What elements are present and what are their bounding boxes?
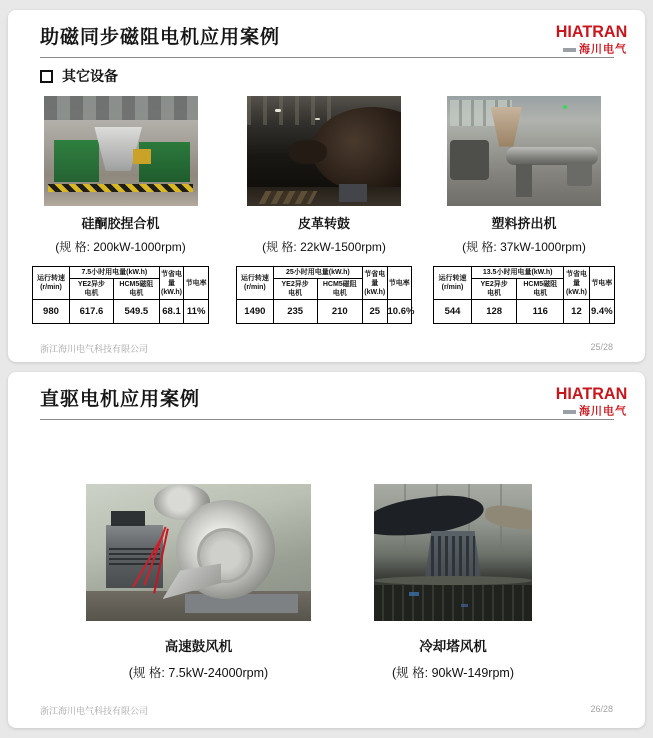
footer-company: 浙江海川电气科技有限公司 — [40, 706, 149, 716]
art-layer — [54, 140, 99, 182]
case-name: 皮革转鼓 — [297, 216, 350, 231]
photo-leather-drum-workshop — [247, 96, 401, 206]
art-layer — [259, 191, 318, 204]
square-bullet-icon — [40, 70, 53, 83]
hdr-line: YE2异步 — [77, 281, 106, 289]
col-header-rate: 节电率 — [387, 267, 412, 300]
hdr-line: 电机 — [84, 290, 99, 298]
art-layer — [275, 109, 281, 112]
photo-high-speed-blower — [86, 484, 311, 621]
hdr-line: HCM5磁阻 — [322, 281, 357, 289]
energy-stats-table — [32, 266, 209, 324]
art-layer — [247, 96, 332, 125]
case-spec: (规 格: 90kW-149rpm) — [391, 666, 514, 680]
value-hcm5: 210 — [317, 300, 363, 324]
col-header-speed — [237, 267, 274, 300]
art-layer — [44, 96, 198, 120]
col-header-rate: 节电率 — [589, 267, 614, 300]
value-hcm5: 549.5 — [113, 300, 159, 324]
brand-cn-row — [552, 404, 627, 420]
value-rate: 11% — [184, 300, 209, 324]
hdr-line: 运行转速 — [36, 275, 65, 283]
energy-stats-table — [433, 266, 615, 324]
brand-name-cn: 海川电气 — [579, 43, 627, 56]
hdr-line: YE2异步 — [281, 281, 309, 289]
value-rate: 10.6% — [387, 300, 412, 324]
hdr-line: (r/min) — [243, 284, 266, 292]
case-spec: (规 格: 200kW-1000rpm) — [55, 240, 186, 254]
art-layer — [289, 140, 328, 164]
art-layer — [44, 192, 198, 206]
art-layer — [374, 576, 532, 586]
section-label: 其它设备 — [62, 68, 118, 84]
hdr-line: YE2异步 — [480, 281, 508, 289]
case-column-plastic-extruder — [433, 96, 615, 324]
art-layer — [111, 511, 145, 526]
value-ye2: 617.6 — [69, 300, 113, 324]
photo-plastic-extruder-machine — [447, 96, 601, 206]
energy-stats-table — [236, 266, 415, 324]
value-speed: 980 — [33, 300, 70, 324]
brand-logo — [552, 23, 627, 58]
brand-wordmark: HIATRAN — [555, 384, 627, 403]
hdr-line: (kW.h) — [364, 288, 386, 296]
value-speed: 1490 — [237, 300, 274, 324]
slide-2 — [8, 372, 645, 728]
col-header-ye2 — [472, 279, 517, 300]
photo-silicone-kneader-machine — [44, 96, 198, 206]
col-header-ye2 — [69, 279, 113, 300]
footer-company: 浙江海川电气科技有限公司 — [40, 344, 149, 354]
slide1-footer — [40, 342, 613, 355]
col-header-hours: 13.5小时用电量(kW.h) — [472, 267, 564, 279]
case-name: 冷却塔风机 — [419, 639, 487, 654]
hdr-line: 节省电量 — [364, 270, 386, 287]
case-spec: (规 格: 22kW-1500rpm) — [262, 240, 386, 254]
value-saving: 68.1 — [159, 300, 184, 324]
col-header-saving — [159, 267, 184, 300]
page-number: 26/28 — [590, 704, 613, 714]
col-header-hours: 7.5小时用电量(kW.h) — [69, 267, 159, 279]
value-saving: 12 — [564, 300, 589, 324]
art-layer — [185, 594, 298, 613]
art-layer — [461, 604, 468, 607]
case-caption-blower — [66, 628, 331, 681]
hdr-line: 节省电量 — [161, 270, 183, 287]
case-caption-cooling-fan — [354, 628, 552, 681]
case-name: 塑料挤出机 — [491, 216, 557, 231]
col-header-speed — [434, 267, 472, 300]
title-divider — [40, 57, 614, 58]
case-spec: (规 格: 37kW-1000rpm) — [462, 240, 586, 254]
art-layer — [339, 184, 367, 202]
value-ye2: 235 — [273, 300, 317, 324]
brand-wordmark: HIATRAN — [555, 22, 627, 41]
slide2-footer — [40, 704, 613, 717]
art-layer — [516, 164, 531, 197]
slide1-title: 助磁同步磁阻电机应用案例 — [40, 27, 281, 48]
col-header-ye2 — [273, 279, 317, 300]
title-divider — [40, 419, 614, 420]
hdr-line: (r/min) — [441, 284, 464, 292]
logo-accent-bar — [563, 410, 576, 414]
art-layer — [315, 118, 320, 120]
hdr-line: 电机 — [129, 290, 144, 298]
col-header-hcm5 — [113, 279, 159, 300]
brand-logo — [552, 385, 627, 420]
art-layer — [567, 162, 592, 186]
hdr-line: 电机 — [332, 290, 347, 298]
page-number: 25/28 — [590, 342, 613, 352]
hdr-line: 电机 — [533, 290, 548, 298]
logo-accent-bar — [563, 48, 576, 52]
col-header-hcm5 — [317, 279, 363, 300]
photo-cooling-tower-fan — [374, 484, 532, 621]
art-layer — [489, 107, 524, 147]
hdr-line: 电机 — [487, 290, 502, 298]
brand-name-cn: 海川电气 — [579, 405, 627, 418]
art-layer — [563, 105, 567, 109]
case-name: 硅酮胶捏合机 — [81, 216, 160, 231]
col-header-saving — [564, 267, 589, 300]
case-column-silicone-kneader — [32, 96, 209, 324]
slide2-title: 直驱电机应用案例 — [40, 389, 201, 410]
col-header-saving — [363, 267, 388, 300]
case-spec: (规 格: 7.5kW-24000rpm) — [128, 666, 269, 680]
art-layer — [133, 149, 151, 164]
col-header-hours: 25小时用电量(kW.h) — [273, 267, 362, 279]
value-rate: 9.4% — [589, 300, 614, 324]
hdr-line: (kW.h) — [565, 288, 587, 296]
value-hcm5: 116 — [517, 300, 564, 324]
hdr-line: 运行转速 — [438, 275, 467, 283]
value-ye2: 128 — [472, 300, 517, 324]
case-column-leather-drum — [236, 96, 415, 324]
hdr-line: (r/min) — [40, 284, 62, 292]
hdr-line: HCM5磁阻 — [119, 281, 154, 289]
art-layer — [431, 536, 475, 577]
value-speed: 544 — [434, 300, 472, 324]
case-name: 高速鼓风机 — [164, 639, 233, 654]
hdr-line: 运行转速 — [240, 275, 269, 283]
hdr-line: 节省电量 — [565, 270, 587, 287]
hdr-line: (kW.h) — [161, 288, 183, 296]
value-saving: 25 — [363, 300, 388, 324]
col-header-speed — [33, 267, 70, 300]
art-layer — [48, 184, 193, 192]
art-layer — [450, 140, 489, 180]
hdr-line: 电机 — [288, 290, 303, 298]
art-layer — [374, 585, 532, 621]
brand-cn-row — [552, 42, 627, 58]
section-heading — [40, 66, 118, 86]
col-header-rate: 节电率 — [184, 267, 209, 300]
slide-1 — [8, 10, 645, 362]
art-layer — [409, 592, 419, 596]
hdr-line: HCM5磁阻 — [523, 281, 558, 289]
col-header-hcm5 — [517, 279, 564, 300]
